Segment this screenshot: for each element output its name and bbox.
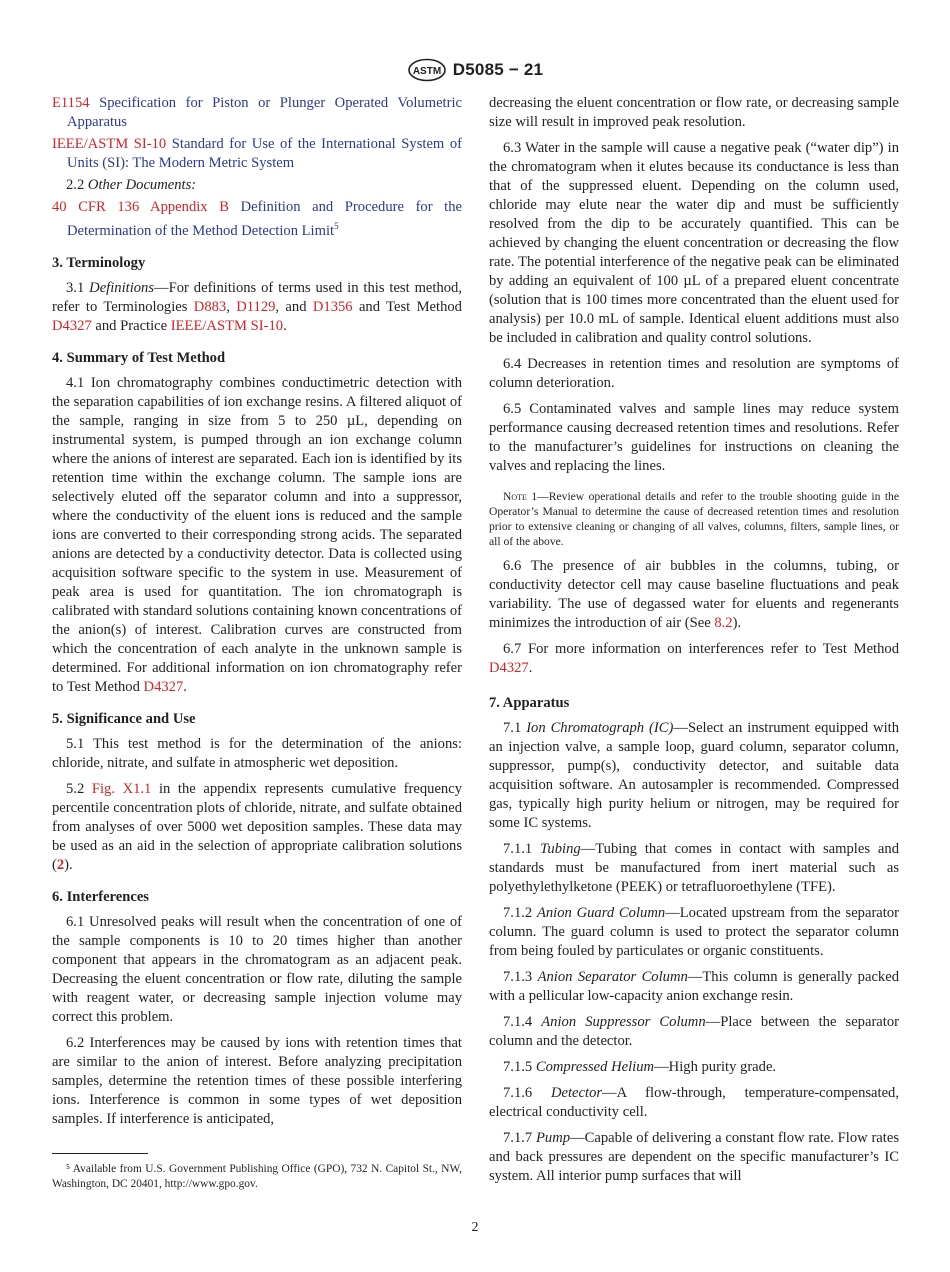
ref-link-d1356[interactable]: D1356 bbox=[312, 298, 353, 315]
subsection-title: Other Documents: bbox=[87, 177, 197, 193]
text: —This column is generally packed with a pellicular low-capacity anion exchange resin. bbox=[489, 969, 899, 1004]
paragraph-7-1 bbox=[489, 719, 899, 833]
text: —Select an instrument equipped with an injection valve, a sample loop, guard column, separator column, suppressor, pump(s), conductivity detector, and suitable data acquisition software. An autosampler is recommended. Compressed gas, typically high purity helium or nitrogen, may be required for some IC systems. bbox=[489, 720, 899, 831]
page-header bbox=[0, 58, 950, 82]
paragraph-7-1-4 bbox=[489, 1013, 899, 1051]
paragraph-7-1-1 bbox=[489, 840, 899, 897]
text: . bbox=[528, 660, 533, 676]
section-7-heading: 7. Apparatus bbox=[489, 695, 570, 711]
text: ). bbox=[732, 615, 742, 631]
paragraph-6-3: 6.3 Water in the sample will cause a negative peak (“water dip”) in the chromatogram when it elutes because its conductance is less than that of the suppressed eluent. Depending on the column used, chloride may elute near the water dip and must be sufficiently resolved from the dip to be accurately quantified. This can be achieved by changing the eluent concentration or decreasing the flow rate. The potential interference of the negative peak can be eliminated by adding an equivalent of 100 µL of a prepared eluent concentrate (solution that is 100 times more concentrated than the eluent used for analysis) per 10.0 mL of sample. Identical eluent additions must also be included in calibration and quality control solutions. bbox=[489, 140, 899, 346]
reference-e1154 bbox=[52, 94, 462, 132]
paragraph-6-7 bbox=[489, 640, 899, 678]
section-5-heading: 5. Significance and Use bbox=[52, 710, 196, 727]
section-4-heading: 4. Summary of Test Method bbox=[52, 349, 226, 366]
paragraph-6-4: 6.4 Decreases in retention times and resolution are symptoms of column deterioration. bbox=[489, 356, 899, 391]
paragraph-7-1-7 bbox=[489, 1129, 899, 1186]
ref-link-si10[interactable]: IEEE/ASTM SI-10 bbox=[52, 136, 167, 152]
section-3-heading: 3. Terminology bbox=[52, 254, 146, 271]
text: —A flow-through, temperature-compensated, electrical conductivity cell. bbox=[489, 1085, 899, 1120]
text: —Capable of delivering a constant flow rate. Flow rates and back pressures are dependent on the specific manufacturer’s IC system. All interior pump surfaces that will bbox=[489, 1130, 899, 1184]
text: —Tubing that comes in contact with samples and standards must be manufactured from inert material such as polyethylethylketone (PEEK) or tetrafluoroethylene (TFE). bbox=[489, 841, 899, 895]
term: Anion Suppressor Column bbox=[541, 1014, 706, 1030]
left-column bbox=[52, 94, 462, 1136]
note-text: —Review operational details and refer to the trouble shooting guide in the Operator’s Manual to determine the cause of decreased retention times and resolution prior to extensive cleaning or changing of all valves, columns, filters, sample lines, or all of the above. bbox=[489, 490, 899, 548]
astm-logo bbox=[407, 58, 447, 82]
ref-title-e1154[interactable]: Specification for Piston or Plunger Operated Volumetric Apparatus bbox=[67, 95, 462, 130]
term: Detector bbox=[550, 1085, 603, 1101]
ref-link-d1129[interactable]: D1129 bbox=[236, 298, 276, 315]
ref-link-d4327[interactable]: D4327 bbox=[143, 678, 184, 695]
text: —High purity grade. bbox=[654, 1059, 777, 1075]
para-number: 7.1.1 bbox=[503, 841, 533, 857]
note-1 bbox=[489, 489, 899, 549]
reference-40cfr136 bbox=[52, 198, 462, 241]
term: Anion Separator Column bbox=[537, 969, 688, 985]
para-number: 7.1.3 bbox=[503, 969, 533, 985]
term: Tubing bbox=[540, 841, 581, 857]
page-number: 2 bbox=[471, 1220, 479, 1235]
text: , and bbox=[275, 298, 307, 315]
footnote-5: ⁵ Available from U.S. Government Publishing Office (GPO), 732 N. Capitol St., NW, Washington, DC 20401, http://www.gpo.gov. bbox=[52, 1163, 462, 1190]
para-number: 3.1 bbox=[66, 279, 85, 296]
paragraph-6-2-continued: decreasing the eluent concentration or flow rate, or decreasing sample size will result in improved peak resolution. bbox=[489, 95, 899, 130]
paragraph-6-5: 6.5 Contaminated valves and sample lines may reduce system performance causing decreased retention times and resolutions. Refer to the manufacturer’s guidelines for instructions on cleaning the valves and replacing the lines. bbox=[489, 401, 899, 474]
paragraph-5-1: 5.1 This test method is for the determination of the anions: chloride, nitrate, and sulfate in atmospheric wet deposition. bbox=[52, 735, 462, 771]
term: Pump bbox=[535, 1130, 571, 1146]
right-column bbox=[489, 94, 899, 1193]
text: ). bbox=[64, 856, 73, 873]
text: —Place between the separator column and the detector. bbox=[489, 1014, 899, 1049]
para-number: 5.2 bbox=[66, 780, 85, 797]
footnote-divider bbox=[52, 1153, 148, 1154]
paragraph-7-1-3 bbox=[489, 968, 899, 1006]
text: in the appendix represents cumulative frequency percentile concentration plots of chloride, nitrate, and sulfate obtained from analyses of over 5000 wet deposition samples. These data may be used as an aid in the selection of appropriate calibration solutions ( bbox=[52, 780, 462, 873]
text: 6.7 For more information on interferences refer to Test Method bbox=[503, 641, 899, 657]
para-number: 7.1.6 bbox=[503, 1085, 533, 1101]
text: 4.1 Ion chromatography combines conductimetric detection with the separation capabilities of ion exchange resins. A filtered aliquot of the sample, ranging in size from 5 to 250 µL, depending on instrumental system, is pumped through an ion exchange column where the anions of interest are separated. Each ion is identified by its retention time within the exchange column. The sample ions are selectively eluted off the separator column and into a suppressor, where the conductivity of the eluent ions is reduced and the sample ions are converted to their corresponding strong acids. The separated anions are detected by a conductivity detector. Data is collected using acquisition software specific to the system in use. Measurement of peak area is used for quantitation. The ion chromatograph is calibrated with standard solutions containing known concentrations of the anion(s) of interest. Calibration curves are constructed from which the concentration of each analyte in the unknown sample is determined. For additional information on ion chromatography refer to Test Method bbox=[52, 374, 462, 695]
text: 6.6 The presence of air bubbles in the columns, tubing, or conductivity detector cell may cause baseline fluctuations and peak variability. The use of degassed water for eluents and regenerants minimizes the introduction of air (See bbox=[489, 558, 899, 631]
term: Compressed Helium bbox=[535, 1059, 655, 1075]
ref-link-d883[interactable]: D883 bbox=[193, 298, 227, 315]
document-designation: D5085 − 21 bbox=[452, 60, 544, 79]
para-number: 7.1.4 bbox=[503, 1014, 533, 1030]
section-link-8-2[interactable]: 8.2 bbox=[714, 615, 733, 631]
ref-title-40cfr136[interactable]: Definition and Procedure for the Determination of the Method Detection Limit bbox=[67, 199, 463, 239]
paragraph-6-2: 6.2 Interferences may be caused by ions with retention times that are similar to the anion of interest. Before analyzing precipitation samples, determine the retention times of these possible interfering ions. Interference is common in some types of wet deposition samples. If interference is anticipated, bbox=[52, 1034, 462, 1127]
subsection-2-2 bbox=[52, 176, 462, 195]
ref-title-si10[interactable]: Standard for Use of the International System of Units (SI): The Modern Metric System bbox=[67, 136, 462, 171]
text: , bbox=[226, 298, 230, 315]
paragraph-4-1 bbox=[52, 374, 462, 697]
note-label: Note 1 bbox=[503, 490, 538, 503]
ref-link-e1154[interactable]: E1154 bbox=[52, 95, 90, 111]
ref-link-d4327[interactable]: D4327 bbox=[489, 660, 529, 676]
ref-link-40cfr136[interactable]: 40 CFR 136 Appendix B bbox=[52, 199, 229, 215]
term: Anion Guard Column bbox=[536, 905, 666, 921]
reference-si10 bbox=[52, 135, 462, 173]
paragraph-7-1-5 bbox=[489, 1058, 899, 1077]
paragraph-6-1: 6.1 Unresolved peaks will result when the concentration of one of the sample components is 10 to 20 times higher than another component that appears in the chromatogram as an adjacent peak. Decreasing the eluent concentration or flow rate, diluting the sample with reagent water, or decreasing sample injection volume may correct this problem. bbox=[52, 913, 462, 1025]
ref-link-d4327[interactable]: D4327 bbox=[52, 317, 92, 334]
term: Ion Chromatograph (IC) bbox=[526, 720, 674, 736]
para-number: 7.1 bbox=[503, 720, 522, 736]
text: . bbox=[283, 317, 287, 334]
paragraph-7-1-2 bbox=[489, 904, 899, 961]
paragraph-5-2 bbox=[52, 780, 462, 875]
paragraph-7-1-6 bbox=[489, 1084, 899, 1122]
para-number: 7.1.7 bbox=[503, 1130, 533, 1146]
para-number: 7.1.2 bbox=[503, 905, 533, 921]
subsection-number: 2.2 bbox=[66, 177, 85, 193]
paragraph-3-1 bbox=[52, 279, 462, 336]
text: and Test Method bbox=[358, 298, 462, 315]
text: —For definitions of terms used in this test method, refer to Terminologies bbox=[52, 279, 462, 315]
figure-link-x1-1[interactable]: Fig. X1.1 bbox=[91, 780, 152, 797]
footnote-marker[interactable]: 5 bbox=[334, 221, 339, 231]
text: and Practice bbox=[95, 317, 168, 334]
term-definitions: Definitions bbox=[89, 279, 155, 296]
text: —Located upstream from the separator column. The guard column is used to protect the separator column from being fouled by particulates or organic constituents. bbox=[489, 905, 899, 959]
text: . bbox=[183, 678, 187, 695]
para-number: 7.1.5 bbox=[503, 1059, 533, 1075]
ref-link-si10-practice[interactable]: IEEE/ASTM SI-10 bbox=[170, 317, 284, 334]
paragraph-6-6 bbox=[489, 557, 899, 633]
bibliography-link-2[interactable]: 2 bbox=[56, 856, 65, 873]
section-6-heading: 6. Interferences bbox=[52, 888, 149, 905]
logo-text: ASTM bbox=[412, 66, 441, 77]
